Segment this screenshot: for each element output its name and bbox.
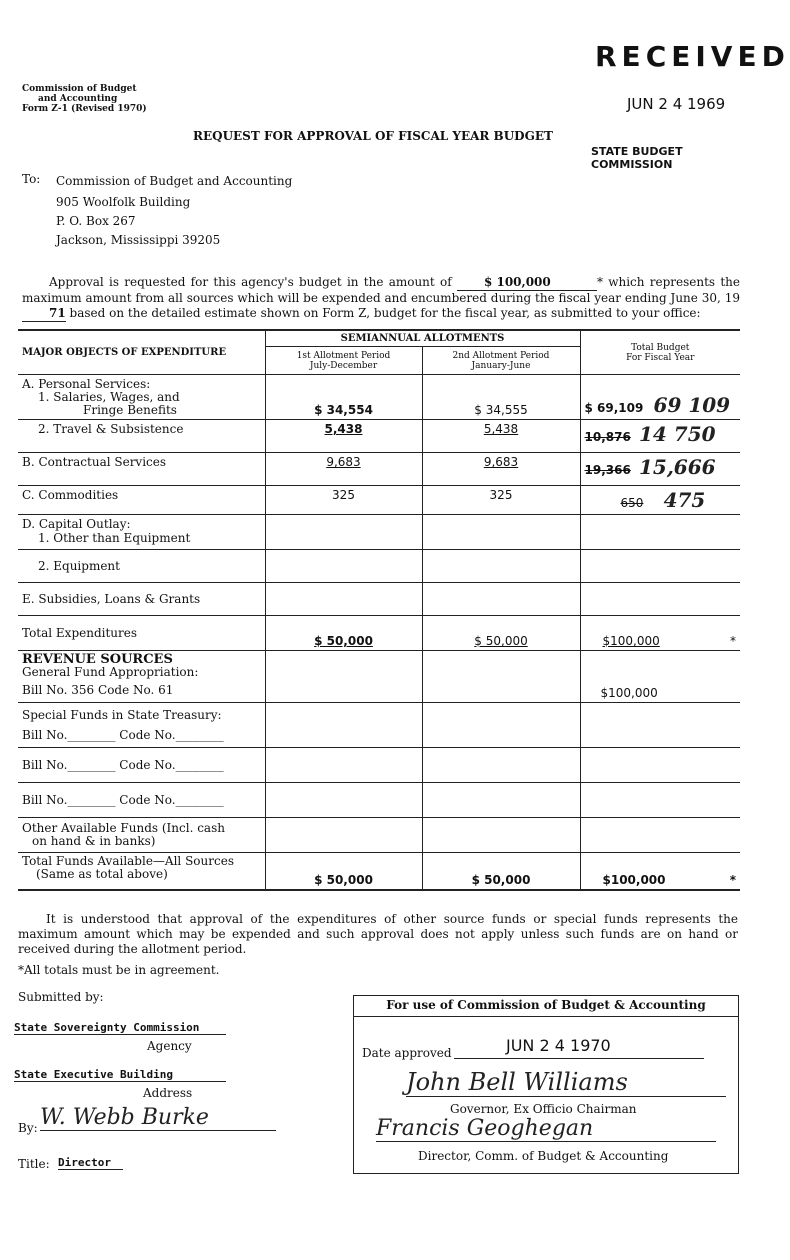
table-row	[18, 616, 740, 651]
row-a1-period1: $ 34,554	[265, 375, 422, 420]
general-fund-bill: Bill No. 356 Code No. 61	[22, 683, 174, 697]
row-b-total	[580, 453, 740, 486]
table-row	[18, 515, 740, 550]
row-special-1-period2	[422, 703, 580, 748]
row-a1-total-handwritten: 69 109	[653, 393, 731, 417]
row-special-1-total	[580, 703, 740, 748]
year-value: 71	[22, 306, 66, 322]
row-general-fund-period2	[422, 651, 580, 703]
row-special-2-total	[580, 748, 740, 783]
to-label: To:	[22, 172, 41, 186]
received-stamp: RECEIVED	[595, 40, 790, 73]
form-id-line2: and Accounting	[38, 94, 118, 104]
col3-line2: For Fiscal Year	[626, 352, 695, 363]
row-special-2-period2	[422, 748, 580, 783]
form-id	[22, 84, 147, 114]
address-line1: Commission of Budget and Accounting	[56, 174, 293, 188]
row-d2-period2	[422, 550, 580, 583]
row-total-asterisk: *	[730, 634, 736, 648]
date-line	[454, 1058, 704, 1059]
row-b-label: B. Contractual Services	[18, 453, 265, 486]
row-a1-line2: Fringe Benefits	[83, 403, 177, 417]
date-approved-stamp: JUN 2 4 1970	[506, 1036, 611, 1055]
row-d2-period1	[265, 550, 422, 583]
other-funds-line1: Other Available Funds (Incl. cash	[22, 821, 225, 835]
row-special-2-period1	[265, 748, 422, 783]
agency-value: State Sovereignty Commission	[14, 1021, 226, 1035]
table-row	[18, 375, 740, 420]
table-row	[18, 550, 740, 583]
page-title: REQUEST FOR APPROVAL OF FISCAL YEAR BUDGET	[193, 129, 553, 143]
row-a-title: A. Personal Services:	[22, 377, 151, 391]
row-special-3-total	[580, 783, 740, 818]
row-e-period2	[422, 583, 580, 616]
director-label: Director, Comm. of Budget & Accounting	[418, 1149, 669, 1163]
row-a2-period2: 5,438	[422, 420, 580, 453]
form-id-line1: Commission of Budget	[22, 84, 137, 94]
title-label: Title:	[18, 1157, 50, 1171]
row-other-period2	[422, 818, 580, 853]
row-general-fund-label	[18, 651, 265, 703]
row-funds-available-total-value: $100,000	[602, 872, 666, 887]
revenue-title: REVENUE SOURCES	[22, 652, 173, 667]
col2-line1: 2nd Allotment Period	[452, 350, 550, 361]
general-fund-label: General Fund Appropriation:	[22, 665, 199, 679]
row-funds-available-period2: $ 50,000	[422, 853, 580, 890]
row-d-label	[18, 515, 265, 550]
row-a2-total-handwritten: 14 750	[639, 422, 716, 446]
row-c-label: C. Commodities	[18, 486, 265, 515]
row-special-funds-label	[18, 703, 265, 748]
row-a1-label	[22, 391, 261, 417]
row-c-total-handwritten: 475	[663, 488, 706, 512]
special-funds-bill-2: Bill No.________ Code No.________	[18, 748, 265, 783]
table-row	[18, 486, 740, 515]
row-d2-label: 2. Equipment	[18, 550, 265, 583]
col3-line1: Total Budget	[631, 342, 690, 353]
special-funds-label: Special Funds in State Treasury:	[22, 708, 222, 722]
row-d2-total	[580, 550, 740, 583]
intro-part3: based on the detailed estimate shown on Form Z, budget for the fiscal year, as submitted to your office:	[69, 306, 701, 320]
row-a1-total-typed: $ 69,109	[584, 401, 644, 415]
row-a2-total	[580, 420, 740, 453]
row-special-3-period1	[265, 783, 422, 818]
by-label: By:	[18, 1121, 38, 1135]
intro-part2: * which represents the maximum amount from all sources which will be expended and encumbered during the fiscal year ending June 30,	[22, 275, 740, 305]
row-total-period2: $ 50,000	[422, 616, 580, 651]
row-funds-available-label	[18, 853, 265, 890]
table-row	[18, 818, 740, 853]
box-title: For use of Commission of Budget & Accounting	[354, 998, 738, 1017]
address-line3: P. O. Box 267	[56, 214, 136, 228]
address-label: Address	[143, 1086, 193, 1100]
funds-available-line1: Total Funds Available—All Sources	[22, 854, 234, 868]
received-date: JUN 2 4 1969	[627, 95, 726, 113]
table-row	[18, 748, 740, 783]
row-special-1-period1	[265, 703, 422, 748]
row-a1-line1: 1. Salaries, Wages, and	[38, 390, 180, 404]
col-objects-header: MAJOR OBJECTS OF EXPENDITURE	[18, 330, 265, 375]
row-a1-period2: $ 34,555	[422, 375, 580, 420]
date-approved-label: Date approved	[362, 1046, 452, 1060]
row-a2-label: 2. Travel & Subsistence	[18, 420, 265, 453]
row-general-fund-total: $100,000	[580, 651, 740, 703]
commission-box	[353, 995, 739, 1174]
address-line2: 905 Woolfolk Building	[56, 195, 191, 209]
row-d1-period1	[265, 515, 422, 550]
row-d1-period2	[422, 515, 580, 550]
row-c-period1: 325	[265, 486, 422, 515]
row-a2-period1: 5,438	[265, 420, 422, 453]
row-d1-label: 1. Other than Equipment	[38, 531, 191, 545]
year-prefix: 19	[724, 291, 740, 305]
state-budget-stamp: STATE BUDGET COMMISSION	[591, 145, 683, 171]
row-d1-total	[580, 515, 740, 550]
governor-signature: John Bell Williams	[406, 1068, 726, 1097]
special-funds-bill-3: Bill No.________ Code No.________	[18, 783, 265, 818]
submitted-by-label: Submitted by:	[18, 990, 104, 1004]
row-a1-total	[580, 375, 740, 420]
row-b-period1: 9,683	[265, 453, 422, 486]
other-funds-line2: on hand & in banks)	[32, 834, 156, 848]
row-total-total-value: $100,000	[602, 634, 660, 648]
row-e-total	[580, 583, 740, 616]
special-funds-bill-1: Bill No.________ Code No.________	[22, 728, 224, 742]
row-funds-available-asterisk: *	[729, 872, 736, 887]
col1-line1: 1st Allotment Period	[296, 350, 391, 361]
row-label	[18, 375, 265, 420]
understood-paragraph: It is understood that approval of the expenditures of other source funds or special funds represents the maximum amount which may be expended and such approval does not apply unless such funds are on hand or received during the allotment period.	[18, 912, 738, 956]
col-period1-header	[265, 347, 422, 375]
by-signature: W. Webb Burke	[40, 1105, 276, 1131]
director-signature: Francis Geoghegan	[376, 1116, 716, 1142]
table-row	[18, 583, 740, 616]
row-b-total-handwritten: 15,666	[639, 455, 716, 479]
row-other-funds-label	[18, 818, 265, 853]
row-b-total-typed: 19,366	[584, 463, 631, 477]
row-c-total	[580, 486, 740, 515]
row-a2-total-typed: 10,876	[584, 430, 631, 444]
budget-table	[18, 329, 740, 891]
table-row	[18, 783, 740, 818]
row-general-fund-period1	[265, 651, 422, 703]
row-c-total-typed: 650	[620, 496, 644, 510]
row-total-total	[580, 616, 740, 651]
table-row	[18, 651, 740, 703]
row-b-period2: 9,683	[422, 453, 580, 486]
address-value: State Executive Building	[14, 1068, 226, 1082]
row-e-period1	[265, 583, 422, 616]
row-special-3-period2	[422, 783, 580, 818]
row-funds-available-total	[580, 853, 740, 890]
form-id-line3: Form Z-1 (Revised 1970)	[22, 104, 147, 114]
governor-label: Governor, Ex Officio Chairman	[450, 1102, 637, 1116]
intro-part1: Approval is requested for this agency's budget in the amount of	[49, 275, 452, 289]
row-other-period1	[265, 818, 422, 853]
row-d-title: D. Capital Outlay:	[22, 517, 131, 531]
address-block	[56, 172, 292, 250]
row-c-period2: 325	[422, 486, 580, 515]
col1-line2: July-December	[309, 360, 378, 371]
intro-paragraph	[22, 275, 740, 322]
title-value: Director	[58, 1156, 123, 1170]
row-other-total	[580, 818, 740, 853]
totals-note: *All totals must be in agreement.	[18, 963, 220, 977]
row-total-period1: $ 50,000	[265, 616, 422, 651]
row-funds-available-period1: $ 50,000	[265, 853, 422, 890]
col2-line2: January-June	[471, 360, 531, 371]
table-row	[18, 453, 740, 486]
table-row	[18, 853, 740, 890]
funds-available-line2: (Same as total above)	[36, 867, 168, 881]
row-e-label: E. Subsidies, Loans & Grants	[18, 583, 265, 616]
col-total-header	[580, 330, 740, 375]
agency-label: Agency	[147, 1039, 192, 1053]
table-row	[18, 703, 740, 748]
row-total-label: Total Expenditures	[18, 616, 265, 651]
semiannual-header: SEMIANNUAL ALLOTMENTS	[265, 330, 580, 347]
table-row	[18, 420, 740, 453]
col-period2-header	[422, 347, 580, 375]
address-line4: Jackson, Mississippi 39205	[56, 233, 221, 247]
budget-amount: $ 100,000	[457, 275, 597, 291]
